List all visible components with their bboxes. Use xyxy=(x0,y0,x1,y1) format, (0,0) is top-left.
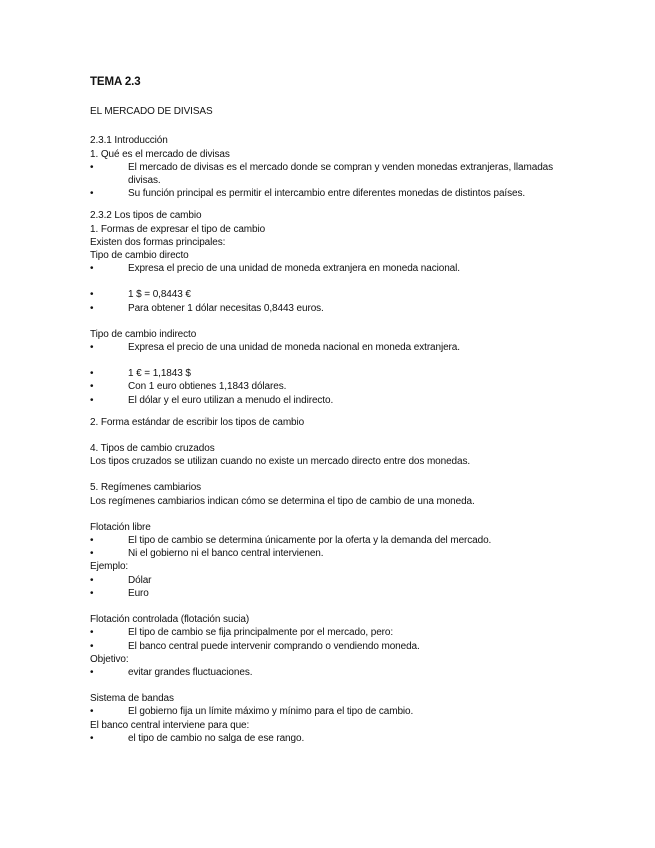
subheading-flotacion-controlada: Flotación controlada (flotación sucia) xyxy=(90,614,250,626)
list-item-text: Dólar xyxy=(128,574,152,586)
list-item xyxy=(90,187,560,200)
bullet: • xyxy=(90,548,94,560)
list-item xyxy=(90,705,560,718)
section-heading-2-3-1: 2.3.1 Introducción xyxy=(90,135,168,147)
subheading-indirecto: Tipo de cambio indirecto xyxy=(90,328,197,340)
list-item-text: Euro xyxy=(128,587,149,599)
list-item-text: El tipo de cambio se fija principalmente por el mercado, pero: xyxy=(128,627,394,639)
list-item xyxy=(90,732,560,745)
list-item-text: Expresa el precio de una unidad de moneda nacional en moneda extranjera. xyxy=(128,342,460,354)
paragraph: El banco central interviene para que: xyxy=(90,719,250,731)
list-item-text: Su función principal es permitir el intercambio entre diferentes monedas de distintos países. xyxy=(128,188,526,200)
paragraph: Los regímenes cambiarios indican cómo se determina el tipo de cambio de una moneda. xyxy=(90,495,475,507)
bullet: • xyxy=(90,342,94,354)
list-item xyxy=(90,380,560,393)
bullet: • xyxy=(90,587,94,599)
list-item-text: Expresa el precio de una unidad de moneda extranjera en moneda nacional. xyxy=(128,263,460,275)
document-subtitle: EL MERCADO DE DIVISAS xyxy=(90,106,213,118)
bullet: • xyxy=(90,627,94,639)
question-heading: 2. Forma estándar de escribir los tipos de cambio xyxy=(90,416,305,428)
bullet: • xyxy=(90,706,94,718)
bullet: • xyxy=(90,381,94,393)
list-item-text: Para obtener 1 dólar necesitas 0,8443 euros. xyxy=(128,302,324,314)
document-title: TEMA 2.3 xyxy=(90,76,141,88)
subheading-sistema-bandas: Sistema de bandas xyxy=(90,693,174,705)
bullet: • xyxy=(90,574,94,586)
list-item xyxy=(90,534,560,547)
bullet: • xyxy=(90,302,94,314)
list-item xyxy=(90,367,560,380)
list-item xyxy=(90,666,560,679)
bullet: • xyxy=(90,535,94,547)
list-item xyxy=(90,262,560,275)
list-item-text: el tipo de cambio no salga de ese rango. xyxy=(128,732,305,744)
list-item xyxy=(90,341,560,354)
question-heading: 4. Tipos de cambio cruzados xyxy=(90,443,215,455)
list-item xyxy=(90,288,560,301)
question-heading: 5. Regímenes cambiarios xyxy=(90,482,202,494)
section-heading-2-3-2: 2.3.2 Los tipos de cambio xyxy=(90,210,202,222)
list-item-text: Con 1 euro obtienes 1,1843 dólares. xyxy=(128,381,287,393)
label-objetivo: Objetivo: xyxy=(90,653,129,665)
list-item xyxy=(90,161,560,187)
bullet: • xyxy=(90,188,94,200)
question-heading: 1. Qué es el mercado de divisas xyxy=(90,148,230,160)
list-item xyxy=(90,302,560,315)
list-item-text: El tipo de cambio se determina únicamente por la oferta y la demanda del mercado. xyxy=(128,535,492,547)
list-item-text: El banco central puede intervenir comprando o vendiendo moneda. xyxy=(128,640,420,652)
bullet: • xyxy=(90,368,94,380)
paragraph: Los tipos cruzados se utilizan cuando no existe un mercado directo entre dos monedas. xyxy=(90,456,471,468)
bullet: • xyxy=(90,732,94,744)
list-item-text: 1 $ = 0,8443 € xyxy=(128,289,191,301)
bullet: • xyxy=(90,394,94,406)
list-item-text: Ni el gobierno ni el banco central intervienen. xyxy=(128,548,324,560)
list-item xyxy=(90,394,560,407)
document-body xyxy=(90,76,560,745)
list-item xyxy=(90,547,560,560)
paragraph: Existen dos formas principales: xyxy=(90,236,226,248)
list-item-text: El mercado de divisas es el mercado donde se compran y venden monedas extranjeras, llamadas divisas. xyxy=(128,161,554,187)
subheading-directo: Tipo de cambio directo xyxy=(90,250,189,262)
list-item-text: El dólar y el euro utilizan a menudo el indirecto. xyxy=(128,394,334,406)
list-item-text: evitar grandes fluctuaciones. xyxy=(128,666,253,678)
list-item-text: 1 € = 1,1843 $ xyxy=(128,368,191,380)
bullet: • xyxy=(90,289,94,301)
bullet: • xyxy=(90,161,94,173)
bullet: • xyxy=(90,263,94,275)
list-item xyxy=(90,574,560,587)
list-item xyxy=(90,587,560,600)
list-item-text: El gobierno fija un límite máximo y mínimo para el tipo de cambio. xyxy=(128,706,414,718)
question-heading: 1. Formas de expresar el tipo de cambio xyxy=(90,223,266,235)
bullet: • xyxy=(90,666,94,678)
subheading-flotacion-libre: Flotación libre xyxy=(90,521,151,533)
label-ejemplo: Ejemplo: xyxy=(90,561,129,573)
bullet: • xyxy=(90,640,94,652)
list-item xyxy=(90,626,560,639)
list-item xyxy=(90,640,560,653)
